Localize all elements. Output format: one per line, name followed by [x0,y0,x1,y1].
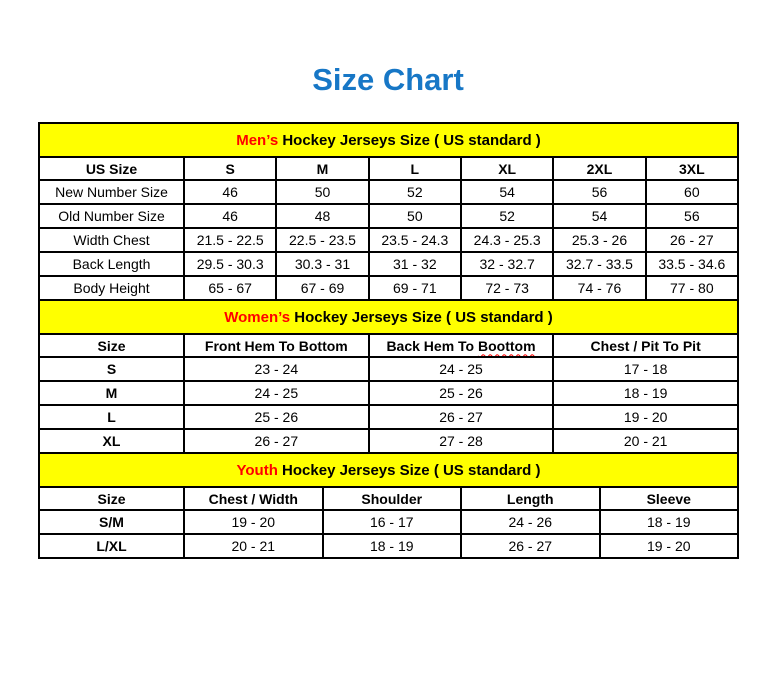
youth-section-highlight: Youth [236,461,278,479]
size-value-cell: 23.5 - 24.3 [369,228,461,252]
size-value-cell: 20 - 21 [553,429,738,453]
size-value-cell: 24 - 25 [184,381,369,405]
size-value-cell: 32.7 - 33.5 [553,252,645,276]
size-value-cell: 69 - 71 [369,276,461,300]
womens-header-row [39,334,738,357]
column-header-text: Back Hem To [386,337,478,354]
size-value-cell: 52 [369,180,461,204]
row-label: Back Length [39,252,184,276]
size-value-cell: 19 - 20 [600,534,739,558]
mens-section-band [39,123,738,157]
table-row [39,276,738,300]
size-value-cell: 74 - 76 [553,276,645,300]
size-value-cell: 46 [184,204,276,228]
size-value-cell: 23 - 24 [184,357,369,381]
table-row [39,429,738,453]
table-row [39,534,738,558]
column-header: Size [39,487,184,510]
column-header: 3XL [646,157,738,180]
size-value-cell: 50 [369,204,461,228]
row-label: XL [39,429,184,453]
column-header: Sleeve [600,487,739,510]
size-value-cell: 18 - 19 [323,534,462,558]
column-header: Length [461,487,600,510]
column-header: Chest / Width [184,487,323,510]
size-value-cell: 24 - 25 [369,357,554,381]
size-chart-tables [38,122,739,559]
size-value-cell: 25.3 - 26 [553,228,645,252]
size-value-cell: 32 - 32.7 [461,252,553,276]
size-value-cell: 24.3 - 25.3 [461,228,553,252]
size-value-cell: 26 - 27 [369,405,554,429]
column-header: XL [461,157,553,180]
size-value-cell: 77 - 80 [646,276,738,300]
mens-section-band-cell [39,123,738,157]
table-row [39,252,738,276]
size-value-cell: 60 [646,180,738,204]
table-row [39,204,738,228]
row-label: L [39,405,184,429]
size-value-cell: 26 - 27 [461,534,600,558]
page-title: Size Chart [312,62,464,97]
size-value-cell: 54 [553,204,645,228]
womens-section-band [39,300,738,334]
table-row [39,357,738,381]
row-label: S/M [39,510,184,534]
size-value-cell: 26 - 27 [184,429,369,453]
size-value-cell: 52 [461,204,553,228]
youth-header-row [39,487,738,510]
column-header: Chest / Pit To Pit [553,334,738,357]
row-label: S [39,357,184,381]
row-label: L/XL [39,534,184,558]
size-value-cell: 56 [553,180,645,204]
column-header: S [184,157,276,180]
size-value-cell: 46 [184,180,276,204]
column-header: Size [39,334,184,357]
column-header: Shoulder [323,487,462,510]
womens-size-table [38,299,739,454]
mens-section-highlight: Men’s [236,131,279,149]
size-value-cell: 50 [276,180,368,204]
size-value-cell: 17 - 18 [553,357,738,381]
size-value-cell: 33.5 - 34.6 [646,252,738,276]
table-row [39,510,738,534]
row-label: Body Height [39,276,184,300]
table-row [39,405,738,429]
youth-section-band [39,453,738,487]
womens-section-band-cell [39,300,738,334]
size-value-cell: 21.5 - 22.5 [184,228,276,252]
size-value-cell: 19 - 20 [184,510,323,534]
size-value-cell: 65 - 67 [184,276,276,300]
column-header: Front Hem To Bottom [184,334,369,357]
size-value-cell: 22.5 - 23.5 [276,228,368,252]
size-value-cell: 16 - 17 [323,510,462,534]
column-header: 2XL [553,157,645,180]
size-value-cell: 26 - 27 [646,228,738,252]
size-value-cell: 56 [646,204,738,228]
size-value-cell: 18 - 19 [553,381,738,405]
column-header: L [369,157,461,180]
column-header: M [276,157,368,180]
womens-section-title: Hockey Jerseys Size ( US standard ) [290,308,553,326]
table-row [39,381,738,405]
size-value-cell: 29.5 - 30.3 [184,252,276,276]
size-value-cell: 20 - 21 [184,534,323,558]
column-header [369,334,554,357]
row-label: Old Number Size [39,204,184,228]
size-value-cell: 72 - 73 [461,276,553,300]
womens-section-highlight: Women’s [224,308,291,326]
row-label: Width Chest [39,228,184,252]
size-value-cell: 27 - 28 [369,429,554,453]
size-value-cell: 67 - 69 [276,276,368,300]
size-value-cell: 31 - 32 [369,252,461,276]
column-header: US Size [39,157,184,180]
mens-size-table [38,122,739,301]
size-value-cell: 18 - 19 [600,510,739,534]
table-row [39,180,738,204]
youth-size-table [38,452,739,559]
mens-header-row [39,157,738,180]
size-value-cell: 54 [461,180,553,204]
size-value-cell: 48 [276,204,368,228]
youth-section-band-cell [39,453,738,487]
size-value-cell: 25 - 26 [369,381,554,405]
size-value-cell: 30.3 - 31 [276,252,368,276]
size-value-cell: 19 - 20 [553,405,738,429]
youth-section-title: Hockey Jerseys Size ( US standard ) [277,461,541,479]
mens-section-title: Hockey Jerseys Size ( US standard ) [278,131,541,149]
row-label: M [39,381,184,405]
misspelled-word: Boottom [477,337,536,354]
size-value-cell: 25 - 26 [184,405,369,429]
table-row [39,228,738,252]
row-label: New Number Size [39,180,184,204]
size-value-cell: 24 - 26 [461,510,600,534]
